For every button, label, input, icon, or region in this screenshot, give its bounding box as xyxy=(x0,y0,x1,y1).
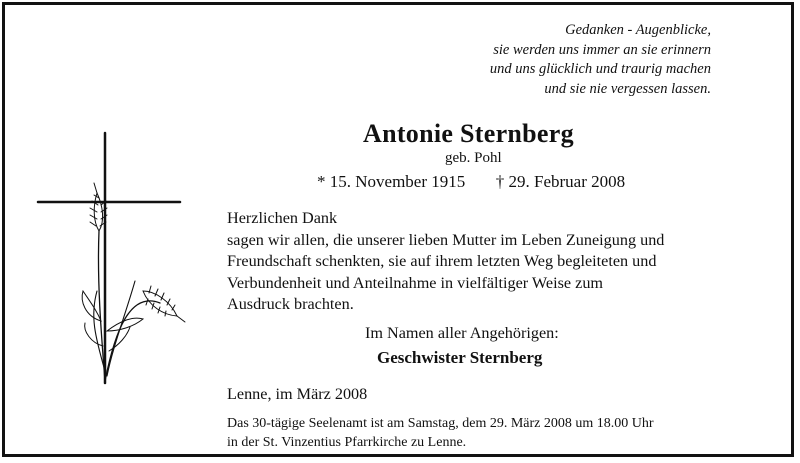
died-symbol: † xyxy=(495,172,505,191)
life-dates xyxy=(317,172,625,192)
quote-line: und sie nie vergessen lassen. xyxy=(544,80,711,97)
birth-date: 15. November 1915 xyxy=(329,172,466,191)
thanks-line: Freundschaft schenkten, sie auf ihrem letzten Weg begleiteten und xyxy=(227,252,657,270)
thanks-heading: Herzlichen Dank xyxy=(227,209,338,227)
quote-line: sie werden uns immer an sie erinnern xyxy=(493,41,711,58)
cross-with-wheat-icon xyxy=(35,131,190,386)
requiem-notice xyxy=(227,415,654,452)
signature-intro: Im Namen aller Angehörigen: xyxy=(365,324,559,342)
born-symbol: * xyxy=(317,172,326,191)
quote-line: und uns glücklich und traurig machen xyxy=(489,61,711,77)
maiden-name: geb. Pohl xyxy=(445,150,502,166)
thanks-line: sagen wir allen, die unserer lieben Mutter im Leben Zuneigung und xyxy=(227,230,665,249)
signature-names: Geschwister Sternberg xyxy=(377,348,543,367)
thanks-line: Verbundenheit und Anteilnahme in vielfältiger Weise zum xyxy=(227,273,604,292)
obituary-card xyxy=(2,2,794,457)
thanks-paragraph xyxy=(227,208,664,316)
memorial-quote xyxy=(490,21,711,99)
notice-line: in der St. Vinzentius Pfarrkirche zu Lenne. xyxy=(227,434,467,450)
quote-line: Gedanken - Augenblicke, xyxy=(565,22,711,38)
notice-line: Das 30-tägige Seelenamt ist am Samstag, dem 29. März 2008 um 18.00 Uhr xyxy=(227,416,654,431)
place-date: Lenne, im März 2008 xyxy=(227,385,368,403)
death-date: 29. Februar 2008 xyxy=(508,172,626,191)
thanks-line: Ausdruck brachten. xyxy=(227,295,354,313)
deceased-name: Antonie Sternberg xyxy=(363,119,574,148)
